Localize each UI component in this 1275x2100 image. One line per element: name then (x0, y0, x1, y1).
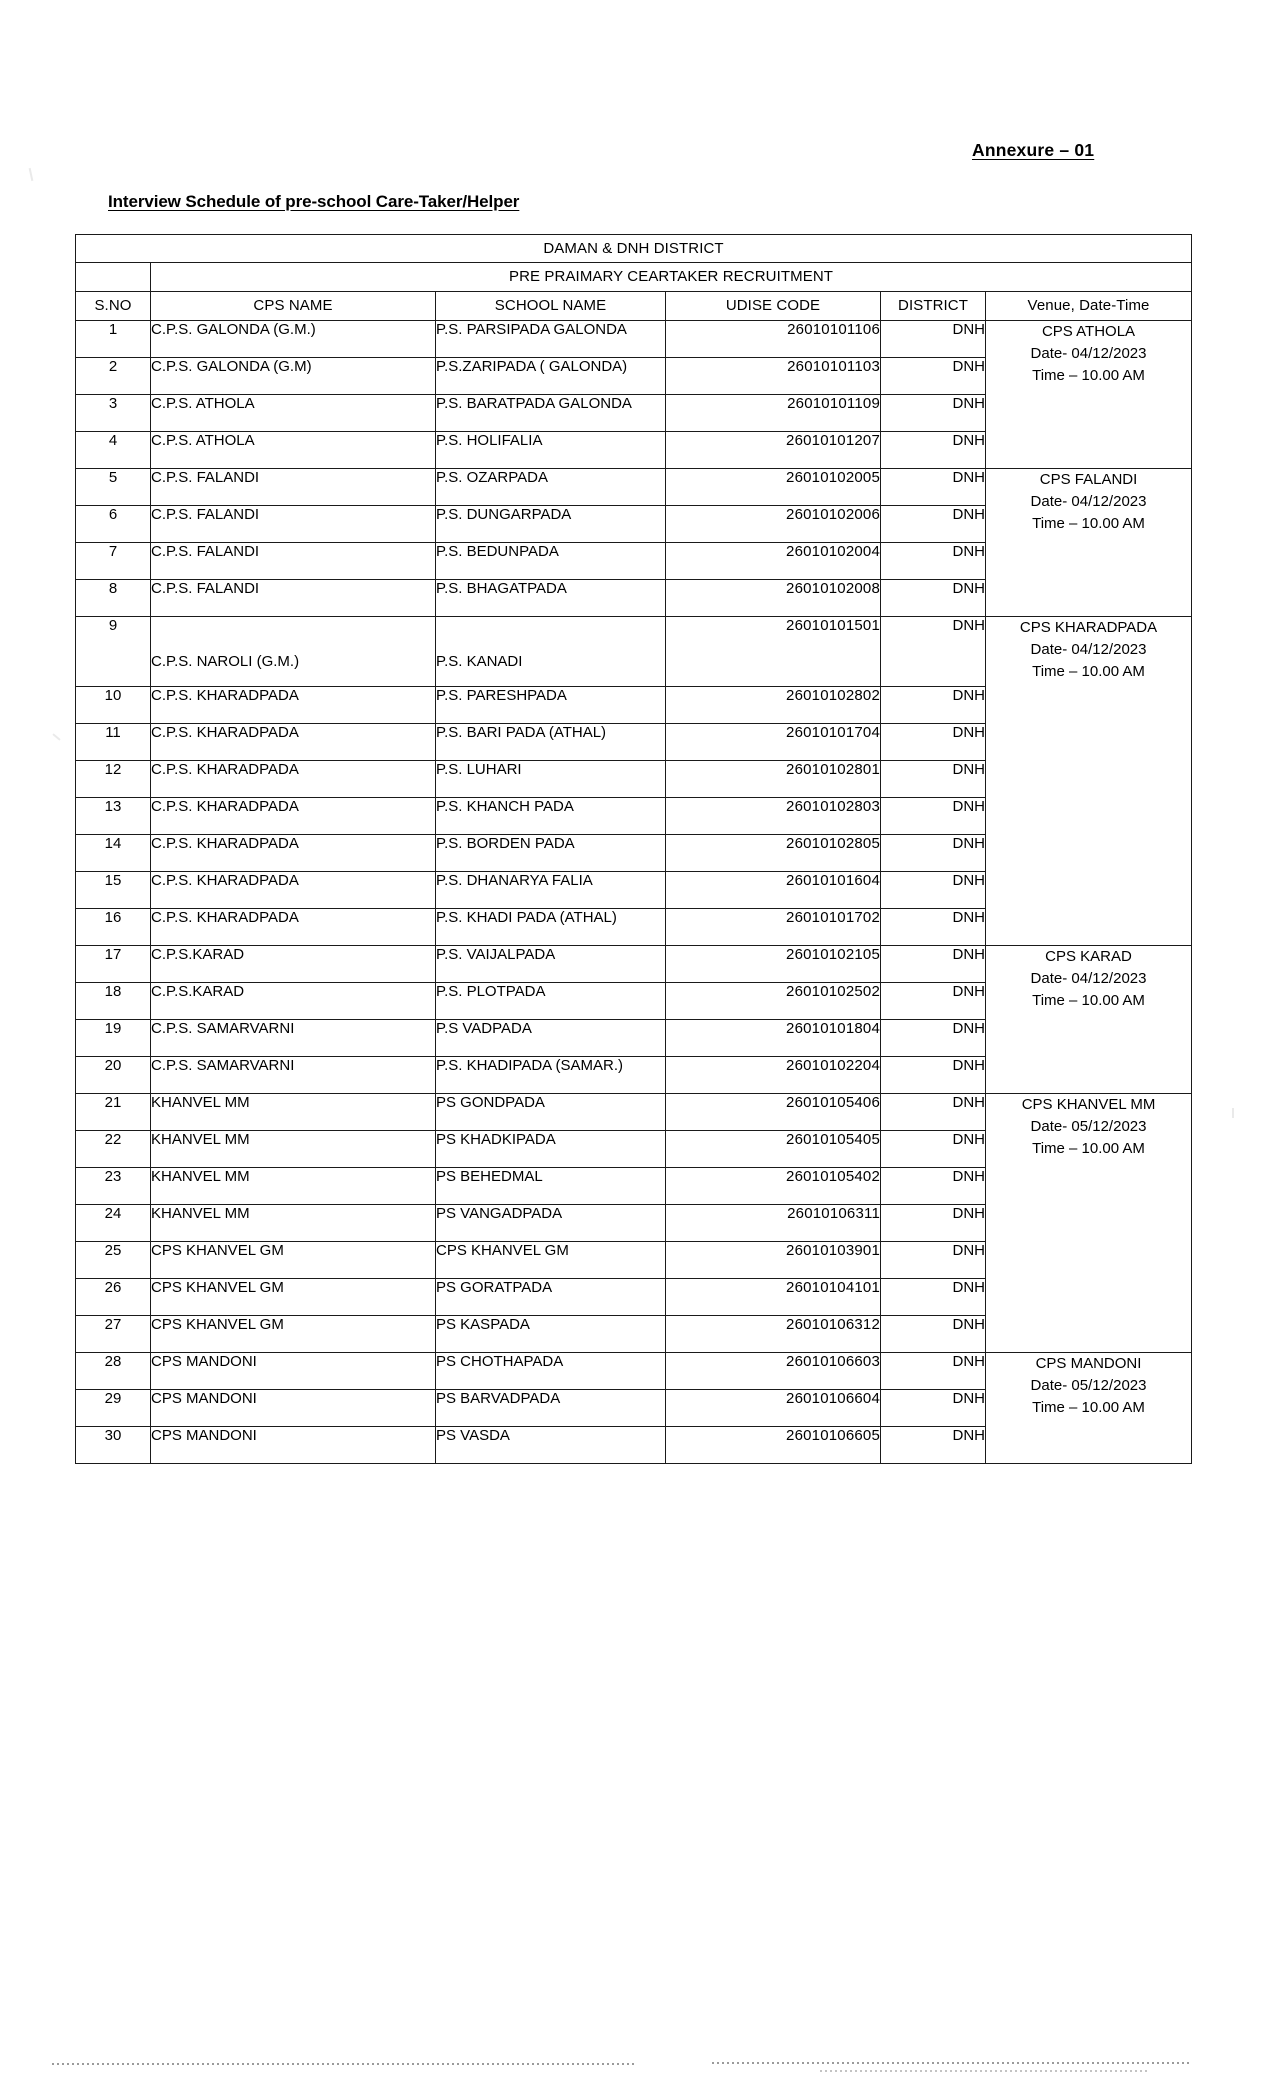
cell-school-name: P.S. OZARPADA (436, 469, 666, 506)
cell-cps-name: C.P.S.KARAD (151, 946, 436, 983)
cell-school-name: PS GORATPADA (436, 1279, 666, 1316)
cell-udise-code: 26010105406 (666, 1094, 881, 1131)
cell-udise-code: 26010102803 (666, 798, 881, 835)
cell-udise-code: 26010102502 (666, 983, 881, 1020)
cell-district: DNH (881, 1353, 986, 1390)
cell-cps-name: C.P.S. FALANDI (151, 543, 436, 580)
cell-school-name: P.S.ZARIPADA ( GALONDA) (436, 358, 666, 395)
cell-udise-code: 26010102005 (666, 469, 881, 506)
cell-udise-code: 26010101704 (666, 724, 881, 761)
cell-sno: 21 (76, 1094, 151, 1131)
cell-sno: 28 (76, 1353, 151, 1390)
cell-venue-datetime (986, 1353, 1192, 1464)
cell-school-name: P.S. BARI PADA (ATHAL) (436, 724, 666, 761)
cell-sno: 5 (76, 469, 151, 506)
schedule-table-container (75, 234, 1191, 1464)
cell-udise-code: 26010102105 (666, 946, 881, 983)
table-band-recruitment-row (76, 263, 1192, 292)
cell-cps-name: C.P.S. KHARADPADA (151, 687, 436, 724)
cell-school-name: PS CHOTHAPADA (436, 1353, 666, 1390)
cell-school-name: P.S. PLOTPADA (436, 983, 666, 1020)
cell-school-name: P.S. VAIJALPADA (436, 946, 666, 983)
cell-school-name: PS BEHEDMAL (436, 1168, 666, 1205)
cell-school-name: CPS KHANVEL GM (436, 1242, 666, 1279)
cell-udise-code: 26010106604 (666, 1390, 881, 1427)
venue-time: Time – 10.00 AM (1032, 514, 1145, 532)
cell-venue-datetime (986, 469, 1192, 617)
cell-cps-name: CPS MANDONI (151, 1353, 436, 1390)
venue-name: CPS FALANDI (1039, 471, 1138, 488)
venue-date: Date- 04/12/2023 (1030, 640, 1147, 658)
venue-time: Time – 10.00 AM (1032, 1139, 1145, 1157)
cell-district: DNH (881, 909, 986, 946)
cell-cps-name: C.P.S. ATHOLA (151, 395, 436, 432)
cell-sno: 19 (76, 1020, 151, 1057)
cell-sno: 9 (76, 617, 151, 687)
cell-cps-name: C.P.S. KHARADPADA (151, 798, 436, 835)
cell-district: DNH (881, 761, 986, 798)
cell-school-name: PS GONDPADA (436, 1094, 666, 1131)
cell-school-name: P.S. PARESHPADA (436, 687, 666, 724)
cell-udise-code: 26010102204 (666, 1057, 881, 1094)
cell-cps-name: C.P.S. ATHOLA (151, 432, 436, 469)
interview-schedule-table (75, 234, 1192, 1464)
cell-sno: 14 (76, 835, 151, 872)
venue-name: CPS ATHOLA (1041, 323, 1136, 340)
venue-date: Date- 04/12/2023 (1030, 969, 1147, 987)
cell-sno: 17 (76, 946, 151, 983)
cell-sno: 13 (76, 798, 151, 835)
cell-school-name: P.S. BEDUNPADA (436, 543, 666, 580)
cell-district: DNH (881, 1316, 986, 1353)
table-row (76, 469, 1192, 506)
cell-udise-code: 26010106603 (666, 1353, 881, 1390)
table-row (76, 946, 1192, 983)
cell-sno: 6 (76, 506, 151, 543)
cell-cps-name: KHANVEL MM (151, 1205, 436, 1242)
cell-district: DNH (881, 1205, 986, 1242)
cell-udise-code: 26010101804 (666, 1020, 881, 1057)
scan-speckle (52, 733, 60, 740)
cell-udise-code: 26010101103 (666, 358, 881, 395)
cell-cps-name: CPS MANDONI (151, 1390, 436, 1427)
cell-district: DNH (881, 580, 986, 617)
cell-school-name: P.S. KHADI PADA (ATHAL) (436, 909, 666, 946)
cell-udise-code: 26010101106 (666, 321, 881, 358)
cell-udise-code: 26010102802 (666, 687, 881, 724)
page-title: Interview Schedule of pre-school Care-Taker/Helper (108, 192, 520, 211)
venue-name: CPS KARAD (1045, 948, 1132, 965)
venue-date: Date- 04/12/2023 (1030, 344, 1147, 362)
cell-udise-code: 26010105402 (666, 1168, 881, 1205)
cell-district: DNH (881, 872, 986, 909)
cell-sno: 15 (76, 872, 151, 909)
cell-district: DNH (881, 1057, 986, 1094)
cell-cps-name: C.P.S. KHARADPADA (151, 835, 436, 872)
cell-school-name: PS KASPADA (436, 1316, 666, 1353)
table-row (76, 1353, 1192, 1390)
cell-udise-code: 26010101604 (666, 872, 881, 909)
cell-cps-name: C.P.S. SAMARVARNI (151, 1057, 436, 1094)
cell-school-name: P.S. DHANARYA FALIA (436, 872, 666, 909)
table-column-header-row (76, 292, 1192, 321)
cell-sno: 7 (76, 543, 151, 580)
cell-district: DNH (881, 1279, 986, 1316)
cell-venue-datetime (986, 1094, 1192, 1353)
cell-cps-name: C.P.S. KHARADPADA (151, 872, 436, 909)
cell-sno: 10 (76, 687, 151, 724)
cell-cps-name: C.P.S. KHARADPADA (151, 909, 436, 946)
cell-school-name: P.S. KHANCH PADA (436, 798, 666, 835)
venue-name: CPS MANDONI (1035, 1355, 1142, 1372)
cell-udise-code: 26010105405 (666, 1131, 881, 1168)
cell-sno: 25 (76, 1242, 151, 1279)
band-corner-blank (76, 263, 151, 292)
cell-district: DNH (881, 506, 986, 543)
cell-district: DNH (881, 687, 986, 724)
cell-sno: 4 (76, 432, 151, 469)
cell-sno: 29 (76, 1390, 151, 1427)
cell-school-name: PS VANGADPADA (436, 1205, 666, 1242)
cell-sno: 18 (76, 983, 151, 1020)
table-header (76, 235, 1192, 321)
cell-udise-code: 26010102006 (666, 506, 881, 543)
cell-venue-datetime (986, 946, 1192, 1094)
cell-udise-code: 26010102801 (666, 761, 881, 798)
column-header-cps-name: CPS NAME (151, 292, 436, 321)
cell-cps-name: C.P.S. GALONDA (G.M) (151, 358, 436, 395)
cell-udise-code: 26010101109 (666, 395, 881, 432)
cell-district: DNH (881, 1168, 986, 1205)
cell-udise-code: 26010101207 (666, 432, 881, 469)
cell-school-name: P.S. BARATPADA GALONDA (436, 395, 666, 432)
cell-udise-code: 26010101702 (666, 909, 881, 946)
venue-time: Time – 10.00 AM (1032, 991, 1145, 1009)
cell-district: DNH (881, 724, 986, 761)
cell-udise-code: 26010101501 (666, 617, 881, 687)
column-header-sno: S.NO (76, 292, 151, 321)
table-row (76, 321, 1192, 358)
cell-school-name: P.S. PARSIPADA GALONDA (436, 321, 666, 358)
scan-speckle (1232, 1108, 1234, 1118)
cell-school-name: P.S. HOLIFALIA (436, 432, 666, 469)
cell-udise-code: 26010102008 (666, 580, 881, 617)
cell-cps-name: C.P.S. NAROLI (G.M.) (151, 617, 436, 687)
column-header-udise: UDISE CODE (666, 292, 881, 321)
cell-sno: 2 (76, 358, 151, 395)
cell-school-name: PS BARVADPADA (436, 1390, 666, 1427)
cell-cps-name: C.P.S. FALANDI (151, 506, 436, 543)
cell-cps-name: KHANVEL MM (151, 1131, 436, 1168)
venue-time: Time – 10.00 AM (1032, 366, 1145, 384)
cell-cps-name: CPS MANDONI (151, 1427, 436, 1464)
cell-district: DNH (881, 983, 986, 1020)
cell-cps-name: C.P.S. KHARADPADA (151, 724, 436, 761)
cell-school-name: P.S. BORDEN PADA (436, 835, 666, 872)
cell-sno: 20 (76, 1057, 151, 1094)
cell-district: DNH (881, 1020, 986, 1057)
band-district-title: DAMAN & DNH DISTRICT (76, 235, 1192, 263)
cell-cps-name: C.P.S. GALONDA (G.M.) (151, 321, 436, 358)
venue-name: CPS KHARADPADA (1019, 619, 1158, 636)
cell-cps-name: KHANVEL MM (151, 1168, 436, 1205)
band-recruitment-title: PRE PRAIMARY CEARTAKER RECRUITMENT (151, 263, 1192, 292)
cell-udise-code: 26010106311 (666, 1205, 881, 1242)
cell-udise-code: 26010102004 (666, 543, 881, 580)
cell-cps-name: C.P.S.KARAD (151, 983, 436, 1020)
cell-district: DNH (881, 321, 986, 358)
venue-time: Time – 10.00 AM (1032, 662, 1145, 680)
cell-district: DNH (881, 395, 986, 432)
cell-udise-code: 26010106605 (666, 1427, 881, 1464)
cell-district: DNH (881, 1242, 986, 1279)
cell-district: DNH (881, 946, 986, 983)
venue-date: Date- 05/12/2023 (1030, 1376, 1147, 1394)
cell-sno: 27 (76, 1316, 151, 1353)
cell-district: DNH (881, 835, 986, 872)
table-band-district-row (76, 235, 1192, 263)
venue-time: Time – 10.00 AM (1032, 1398, 1145, 1416)
cell-cps-name: KHANVEL MM (151, 1094, 436, 1131)
cell-sno: 26 (76, 1279, 151, 1316)
cell-school-name: PS VASDA (436, 1427, 666, 1464)
venue-date: Date- 04/12/2023 (1030, 492, 1147, 510)
cell-cps-name: C.P.S. KHARADPADA (151, 761, 436, 798)
cell-sno: 16 (76, 909, 151, 946)
cell-district: DNH (881, 358, 986, 395)
cell-district: DNH (881, 1094, 986, 1131)
cell-venue-datetime (986, 321, 1192, 469)
table-row (76, 617, 1192, 687)
cell-venue-datetime (986, 617, 1192, 946)
cell-sno: 22 (76, 1131, 151, 1168)
cell-school-name: P.S VADPADA (436, 1020, 666, 1057)
cell-cps-name: C.P.S. SAMARVARNI (151, 1020, 436, 1057)
cell-sno: 3 (76, 395, 151, 432)
cell-udise-code: 26010103901 (666, 1242, 881, 1279)
cell-sno: 30 (76, 1427, 151, 1464)
cell-cps-name: CPS KHANVEL GM (151, 1242, 436, 1279)
cell-district: DNH (881, 1427, 986, 1464)
cell-school-name: P.S. DUNGARPADA (436, 506, 666, 543)
cell-sno: 24 (76, 1205, 151, 1242)
cell-udise-code: 26010106312 (666, 1316, 881, 1353)
cell-sno: 12 (76, 761, 151, 798)
cell-district: DNH (881, 543, 986, 580)
cell-udise-code: 26010104101 (666, 1279, 881, 1316)
venue-date: Date- 05/12/2023 (1030, 1117, 1147, 1135)
cell-udise-code: 26010102805 (666, 835, 881, 872)
cell-cps-name: C.P.S. FALANDI (151, 469, 436, 506)
cell-cps-name: C.P.S. FALANDI (151, 580, 436, 617)
cell-district: DNH (881, 798, 986, 835)
cell-district: DNH (881, 432, 986, 469)
cell-district: DNH (881, 1131, 986, 1168)
cell-sno: 1 (76, 321, 151, 358)
scan-edge-noise (712, 2062, 1192, 2064)
table-row (76, 1094, 1192, 1131)
cell-cps-name: CPS KHANVEL GM (151, 1316, 436, 1353)
cell-school-name: P.S. KHADIPADA (SAMAR.) (436, 1057, 666, 1094)
table-body (76, 321, 1192, 1464)
cell-school-name: P.S. BHAGATPADA (436, 580, 666, 617)
annexure-label: Annexure – 01 (972, 140, 1095, 160)
cell-school-name: PS KHADKIPADA (436, 1131, 666, 1168)
scan-edge-noise (52, 2063, 637, 2065)
cell-sno: 23 (76, 1168, 151, 1205)
cell-school-name: P.S. LUHARI (436, 761, 666, 798)
cell-cps-name: CPS KHANVEL GM (151, 1279, 436, 1316)
cell-district: DNH (881, 617, 986, 687)
venue-name: CPS KHANVEL MM (1021, 1096, 1156, 1113)
column-header-school: SCHOOL NAME (436, 292, 666, 321)
cell-district: DNH (881, 1390, 986, 1427)
cell-sno: 8 (76, 580, 151, 617)
column-header-venue: Venue, Date-Time (986, 292, 1192, 321)
cell-sno: 11 (76, 724, 151, 761)
scan-edge-noise (820, 2070, 1150, 2072)
scan-speckle (29, 168, 34, 181)
cell-district: DNH (881, 469, 986, 506)
column-header-district: DISTRICT (881, 292, 986, 321)
cell-school-name: P.S. KANADI (436, 617, 666, 687)
